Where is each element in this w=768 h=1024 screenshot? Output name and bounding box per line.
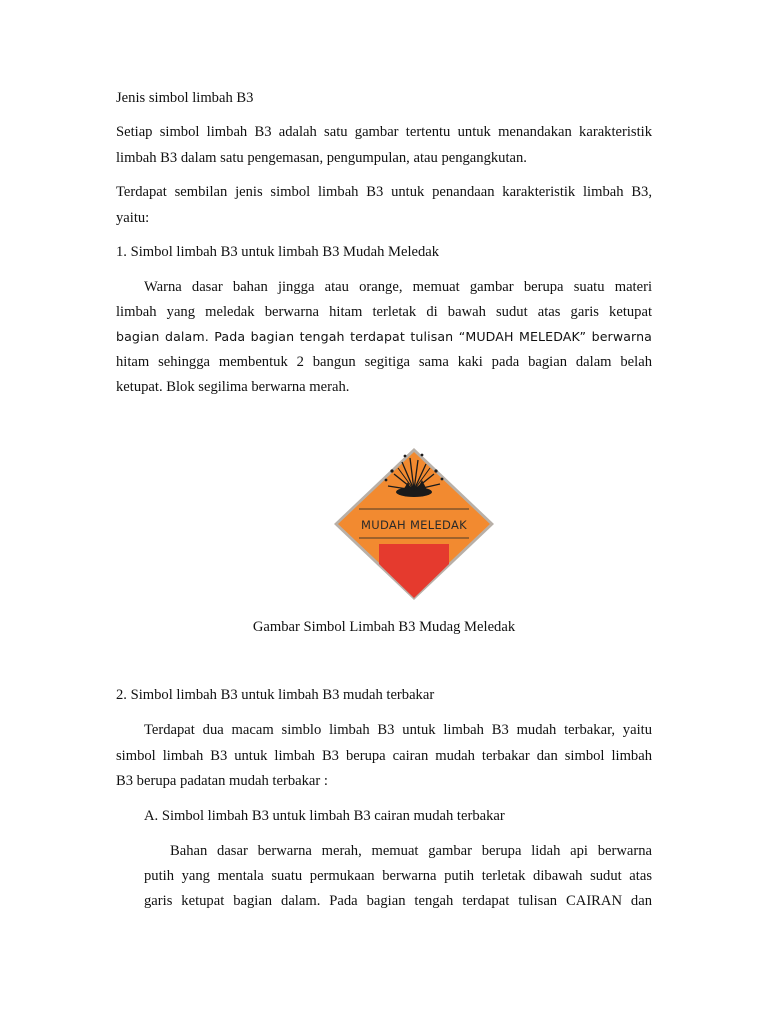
- paragraph-1-line-1: Setiap simbol limbah B3 adalah satu gambar tertentu untuk menandakan karakteristik: [116, 124, 652, 140]
- section-1-line-1: Warna dasar bahan jingga atau orange, memuat gambar berupa suatu materi: [144, 279, 652, 295]
- symbol-label: MUDAH MELEDAK: [361, 518, 467, 532]
- subsection-a-line-2: putih yang mentala suatu permukaan berwarna putih terletak dibawah sudut atas: [144, 868, 652, 884]
- document-heading: Jenis simbol limbah B3: [116, 90, 254, 106]
- section-1-line-4: hitam sehingga membentuk 2 bangun segitiga sama kaki pada bagian dalam belah: [116, 354, 652, 370]
- section-1-line-3: bagian dalam. Pada bagian tengah terdapat tulisan “MUDAH MELEDAK” berwarna: [116, 329, 652, 344]
- subsection-a-line-3: garis ketupat bagian dalam. Pada bagian tengah terdapat tulisan CAIRAN dan: [144, 893, 652, 909]
- section-2-line-2: simbol limbah B3 untuk limbah B3 berupa cairan mudah terbakar dan simbol limbah: [116, 748, 652, 764]
- paragraph-2-line-2: yaitu:: [116, 210, 150, 226]
- section-2-line-3: B3 berupa padatan mudah terbakar :: [116, 773, 328, 789]
- section-1-line-2: limbah yang meledak berwarna hitam terletak di bawah sudut atas garis ketupat: [116, 304, 652, 320]
- subsection-a-line-1: Bahan dasar berwarna merah, memuat gambar berupa lidah api berwarna: [170, 843, 652, 859]
- section-2-title: 2. Simbol limbah B3 untuk limbah B3 mudah terbakar: [116, 687, 435, 703]
- symbol-red-block: [379, 544, 449, 598]
- mudah-meledak-symbol: [332, 446, 496, 602]
- subsection-a-title: A. Simbol limbah B3 untuk limbah B3 cairan mudah terbakar: [144, 808, 505, 824]
- paragraph-1-line-2: limbah B3 dalam satu pengemasan, pengumpulan, atau pengangkutan.: [116, 150, 527, 166]
- figure-caption: Gambar Simbol Limbah B3 Mudag Meledak: [252, 619, 516, 635]
- paragraph-2-line-1: Terdapat sembilan jenis simbol limbah B3 untuk penandaan karakteristik limbah B3,: [116, 184, 652, 200]
- section-1-line-5: ketupat. Blok segilima berwarna merah.: [116, 379, 350, 395]
- section-2-line-1: Terdapat dua macam simblo limbah B3 untuk limbah B3 mudah terbakar, yaitu: [144, 722, 652, 738]
- section-1-title: 1. Simbol limbah B3 untuk limbah B3 Mudah Meledak: [116, 244, 440, 260]
